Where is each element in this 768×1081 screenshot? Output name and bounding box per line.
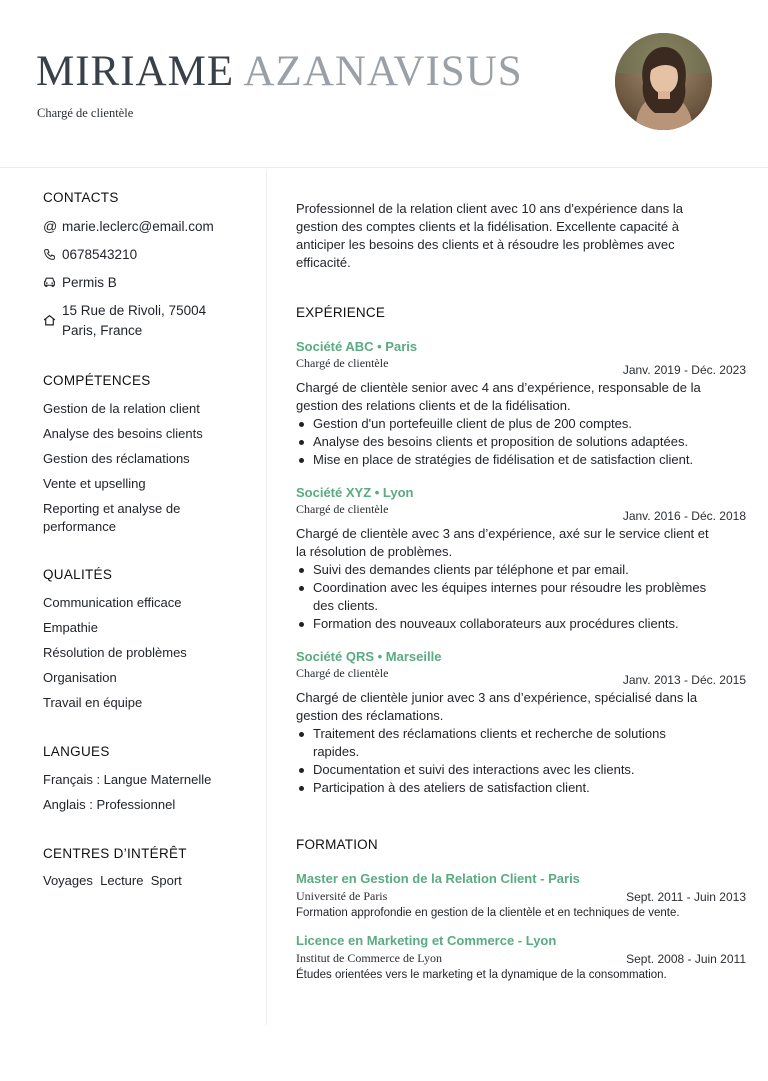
job-bullet-line: Gestion d'un portefeuille client de plus de 200 comptes. xyxy=(313,416,633,431)
job-bullet-line: Formation des nouveaux collaborateurs aux procédures clients. xyxy=(313,616,679,631)
job-bullet-line: Traitement des réclamations clients et recherche de solutions xyxy=(313,726,666,741)
job-bullet-line: rapides. xyxy=(313,744,360,759)
job-description-line: Chargé de clientèle senior avec 4 ans d’expérience, responsable de la xyxy=(296,380,701,395)
education-section xyxy=(296,837,746,981)
experience-section xyxy=(296,305,746,797)
home-icon xyxy=(43,311,62,329)
education-school-row xyxy=(296,889,746,904)
quality-item: Organisation xyxy=(43,670,117,685)
summary-line: efficacité. xyxy=(296,255,351,270)
header xyxy=(0,0,768,168)
job-company: Société QRS • Marseille xyxy=(296,649,442,664)
qualities-list xyxy=(43,594,253,712)
skills-title: COMPÉTENCES xyxy=(43,373,151,388)
job-company: Société ABC • Paris xyxy=(296,339,418,354)
job-description-line: gestion des réclamations. xyxy=(296,708,444,723)
full-name xyxy=(36,50,523,93)
languages-title: LANGUES xyxy=(43,744,110,759)
job-bullet xyxy=(296,761,746,779)
profile-summary xyxy=(296,200,746,272)
skills-list xyxy=(43,400,253,536)
education-degree: Licence en Marketing et Commerce - Lyon xyxy=(296,933,557,948)
contact-license xyxy=(43,273,253,293)
job-role: Chargé de clientèle xyxy=(296,502,389,516)
education-entry xyxy=(296,871,746,919)
job-description-line: la résolution de problèmes. xyxy=(296,544,453,559)
last-name: AZANAVISUS xyxy=(243,48,523,95)
right-column xyxy=(296,200,746,981)
education-school: Institut de Commerce de Lyon xyxy=(296,951,442,965)
job-bullet-line: Analyse des besoins clients et proposition de solutions adaptées. xyxy=(313,434,689,449)
job-title: Chargé de clientèle xyxy=(37,106,134,120)
job-role: Chargé de clientèle xyxy=(296,356,389,370)
contact-email xyxy=(43,217,253,237)
quality-item: Travail en équipe xyxy=(43,695,143,710)
qualities-title: QUALITÉS xyxy=(43,567,113,582)
job-bullets xyxy=(296,561,746,633)
contact-address xyxy=(43,301,253,341)
phone-icon xyxy=(43,245,62,263)
job-role-row xyxy=(296,356,746,377)
languages-section xyxy=(43,744,253,814)
job-description-line: Chargé de clientèle avec 3 ans d’expérience, axé sur le service client et xyxy=(296,526,709,541)
job-bullets xyxy=(296,725,746,797)
job-bullet xyxy=(296,415,746,433)
education-description: Études orientées vers le marketing et la dynamique de la consommation. xyxy=(296,969,667,981)
job-description-line: gestion des relations clients et de la fidélisation. xyxy=(296,398,571,413)
job-description xyxy=(296,525,746,561)
job-bullet-line: Participation à des ateliers de satisfaction client. xyxy=(313,780,590,795)
education-dates: Sept. 2008 - Juin 2011 xyxy=(626,952,746,966)
job-bullet xyxy=(296,615,746,633)
summary-line: anticiper les besoins des clients et à résoudre les problèmes avec xyxy=(296,237,675,252)
job-bullet-line: des clients. xyxy=(313,598,379,613)
interest-item: Voyages xyxy=(43,873,93,888)
job-dates: Janv. 2013 - Déc. 2015 xyxy=(622,673,746,687)
interests-list xyxy=(43,872,253,890)
quality-item: Communication efficace xyxy=(43,595,182,610)
summary-line: gestion des comptes clients et la fidélisation. Excellente capacité à xyxy=(296,219,679,234)
skill-item: Reporting et analyse de xyxy=(43,501,181,516)
job-entry xyxy=(296,649,746,797)
interests-title: CENTRES D’INTÉRÊT xyxy=(43,846,187,861)
contacts-title: CONTACTS xyxy=(43,190,119,205)
job-bullet xyxy=(296,561,746,579)
job-role: Chargé de clientèle xyxy=(296,666,389,680)
education-school: Université de Paris xyxy=(296,889,388,903)
job-role-row xyxy=(296,666,746,687)
contacts-section xyxy=(43,190,253,341)
job-bullets xyxy=(296,415,746,469)
summary-line: Professionnel de la relation client avec 10 ans d'expérience dans la xyxy=(296,201,683,216)
contact-phone xyxy=(43,245,253,265)
phone-text: 0678543210 xyxy=(62,247,138,262)
job-company: Société XYZ • Lyon xyxy=(296,485,414,500)
education-entry xyxy=(296,933,746,981)
column-divider xyxy=(266,170,267,1025)
interests-section xyxy=(43,846,253,890)
job-bullet xyxy=(296,451,746,469)
job-bullet xyxy=(296,579,746,615)
job-bullet-line: Coordination avec les équipes internes pour résoudre les problèmes xyxy=(313,580,707,595)
car-icon xyxy=(43,273,62,291)
interest-item: Sport xyxy=(150,873,182,888)
address-line-2: Paris, France xyxy=(62,323,143,338)
job-role-row xyxy=(296,502,746,523)
language-item: Français : Langue Maternelle xyxy=(43,772,212,787)
skill-item: Vente et upselling xyxy=(43,476,146,491)
job-entry xyxy=(296,485,746,633)
first-name: MIRIAME xyxy=(36,48,235,95)
job-description-line: Chargé de clientèle junior avec 3 ans d’expérience, spécialisé dans la xyxy=(296,690,698,705)
qualities-section xyxy=(43,567,253,712)
at-icon: @ xyxy=(43,218,58,234)
profile-photo xyxy=(615,33,712,130)
license-text: Permis B xyxy=(62,275,117,290)
skill-item: Gestion des réclamations xyxy=(43,451,190,466)
job-description xyxy=(296,689,746,725)
job-bullet-line: Suivi des demandes clients par téléphone et par email. xyxy=(313,562,629,577)
education-dates: Sept. 2011 - Juin 2013 xyxy=(626,890,746,904)
quality-item: Empathie xyxy=(43,620,98,635)
job-bullet xyxy=(296,433,746,451)
language-item: Anglais : Professionnel xyxy=(43,797,176,812)
profile-photo-illustration xyxy=(615,33,712,130)
job-entry xyxy=(296,339,746,469)
skill-item-continuation: performance xyxy=(43,519,116,534)
languages-list xyxy=(43,771,253,814)
job-dates: Janv. 2019 - Déc. 2023 xyxy=(622,363,746,377)
job-bullet-line: Documentation et suivi des interactions avec les clients. xyxy=(313,762,635,777)
experience-title: EXPÉRIENCE xyxy=(296,305,386,320)
education-title: FORMATION xyxy=(296,837,378,852)
skills-section xyxy=(43,373,253,536)
education-description: Formation approfondie en gestion de la clientèle et en techniques de vente. xyxy=(296,907,680,919)
job-bullet xyxy=(296,725,746,761)
job-description xyxy=(296,379,746,415)
left-column xyxy=(43,190,253,890)
job-bullet-line: Mise en place de stratégies de fidélisation et de satisfaction client. xyxy=(313,452,694,467)
skill-item: Gestion de la relation client xyxy=(43,401,200,416)
job-dates: Janv. 2016 - Déc. 2018 xyxy=(622,509,746,523)
email-text: marie.leclerc@email.com xyxy=(62,219,214,234)
quality-item: Résolution de problèmes xyxy=(43,645,187,660)
address-line-1: 15 Rue de Rivoli, 75004 xyxy=(62,303,207,318)
education-degree: Master en Gestion de la Relation Client - Paris xyxy=(296,871,580,886)
interest-item: Lecture xyxy=(100,873,144,888)
education-school-row xyxy=(296,951,746,966)
job-bullet xyxy=(296,779,746,797)
skill-item: Analyse des besoins clients xyxy=(43,426,203,441)
address-text xyxy=(62,301,206,341)
